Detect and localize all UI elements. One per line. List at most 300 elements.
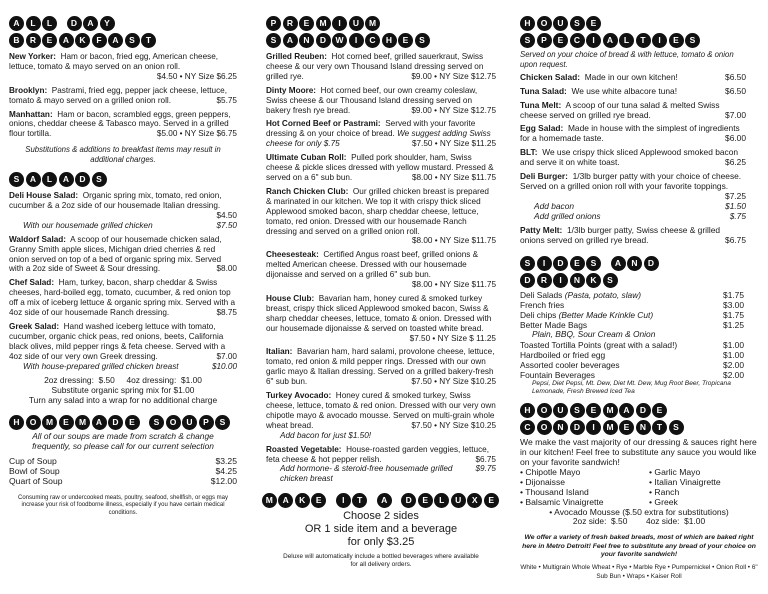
avocado-mousse-label: Avocado Mousse ($.50 extra for substitutions) — [554, 507, 729, 518]
side-label: Deli Salads — [520, 290, 565, 301]
heading-letter-circle: S — [266, 33, 281, 48]
condiments-section — [520, 402, 758, 581]
item-name: Hot Corned Beef or Pastrami: — [266, 119, 381, 129]
item-name: Roasted Vegetable: — [266, 444, 342, 454]
menu-item — [520, 87, 746, 97]
breakfast-note: Substitutions & additions to breakfast items may result in additional charges. — [25, 145, 221, 165]
addon-price: $9.75 — [475, 464, 496, 474]
condiment-label: Chipotle Mayo — [525, 467, 581, 478]
item-addon — [266, 431, 496, 441]
heading-letter-circle: P — [199, 415, 214, 430]
item-name: Chef Salad: — [9, 278, 55, 288]
item-price: $6.00 — [725, 133, 746, 144]
heading-letter-circle: D — [520, 273, 535, 288]
item-price: $8.00 • NY Size $11.75 — [411, 280, 496, 290]
item-description: Hot corned beef, our own creamy coleslaw, Swiss cheese & our Thousand Island dressing served on bakery fresh rye bread. — [266, 85, 478, 115]
heading-letter-circle: T — [352, 493, 367, 508]
heading-letter-circle: S — [570, 16, 585, 31]
heading-letter-circle: D — [67, 16, 82, 31]
addon-label: Add hormone- & steroid-free housemade grilled chicken breast — [280, 464, 453, 484]
soup-label: Quart of Soup — [9, 476, 63, 487]
heading-letter-circle: S — [125, 33, 140, 48]
item-price: $4.50 — [216, 210, 237, 220]
soup-row — [9, 466, 237, 476]
condiment-item: • Italian Vinaigrette — [649, 477, 721, 488]
heading-letter-circle: M — [365, 16, 380, 31]
heading-letter-circle: S — [603, 273, 618, 288]
side-sub: Plain, BBQ, Sour Cream & Onion — [532, 329, 656, 340]
menu-item — [266, 294, 496, 344]
item-description: A scoop of our tuna salad & melted Swiss cheese served on grilled rye bread. — [520, 99, 720, 120]
item-price: $5.00 • NY Size $6.75 — [156, 129, 237, 139]
soups-intro: All of our soups are made from scratch & change frequently, so please call for our current selection — [32, 431, 214, 452]
item-name: Ranch Chicken Club: — [266, 186, 349, 196]
food-safety-disclaimer: Consuming raw or undercooked meats, poultry, seafood, shellfish, or eggs may increase your risk of foodborne illness, especially if you have certain medical conditions. — [18, 494, 228, 516]
sides-section — [520, 255, 758, 396]
menu-item — [266, 119, 496, 149]
heading-letter-circle: N — [299, 33, 314, 48]
heading-letter-circle: E — [484, 493, 499, 508]
heading-letter-circle: O — [26, 415, 41, 430]
heading-line — [9, 15, 237, 32]
heading-letter-circle: R — [283, 16, 298, 31]
side-price: $1.00 — [723, 340, 744, 351]
heading-letter-circle: A — [283, 33, 298, 48]
specialties-section — [520, 15, 758, 245]
addon-label: Add bacon for just $1.50! — [280, 430, 372, 440]
side-label: Assorted cooler beverages — [520, 360, 620, 371]
item-price: $5.75 — [216, 95, 237, 105]
fountain-note: Pepsi, Diet Pepsi, Mt. Dew, Diet Mt. Dew, Mug Root Beer, Tropicana Lemonade, Fresh Brewed Iced Tea — [532, 380, 731, 396]
heading-letter-circle: A — [619, 403, 634, 418]
menu-item — [9, 322, 237, 372]
item-name: Cheesesteak: — [266, 250, 319, 260]
addon-price: $1.50 — [725, 201, 746, 211]
heading-letter-circle: L — [434, 493, 449, 508]
heading-letter-circle: E — [299, 16, 314, 31]
item-description: 1/3lb burger patty with your choice of cheese. Served on a grilled onion roll with your favorite toppings. — [520, 171, 742, 191]
deluxe-line: OR 1 side item and a beverage — [304, 523, 458, 536]
menu-item — [9, 235, 237, 275]
soup-row — [9, 456, 237, 466]
heading-letter-circle: O — [166, 415, 181, 430]
heading-letter-circle: S — [570, 403, 585, 418]
heading-letter-circle: U — [553, 16, 568, 31]
item-name: Italian: — [266, 347, 293, 357]
addon-price: $7.50 — [216, 220, 237, 230]
item-price: $7.25 — [725, 190, 746, 201]
addon-label: Add grilled onions — [534, 211, 601, 221]
item-description: Hand washed iceberg lettuce with tomato, cucumber, organic chick peas, red onions, beets, California black olives, mild pepper rings & feta cheese. Served with a 4oz side of our very own Greek dressing. — [9, 321, 226, 361]
item-suggestion: We suggest adding Swiss cheese for only $.75 — [266, 129, 491, 149]
item-price: $6.75 — [725, 234, 746, 245]
item-addon — [266, 464, 496, 484]
heading-line — [266, 15, 496, 32]
heading-letter-circle: H — [520, 403, 535, 418]
condiments-intro: We make the vast majority of our dressing & sauces right here in our kitchen! Feel free to substitute any sauce you would like on your favorite sandwich! — [520, 437, 757, 468]
item-addon — [520, 212, 746, 222]
heading-letter-circle: I — [332, 16, 347, 31]
heading-letter-circle: D — [570, 420, 585, 435]
menu-item — [9, 52, 237, 82]
item-price: $7.50 • NY Size $10.25 — [411, 420, 496, 430]
heading-letter-circle: T — [636, 33, 651, 48]
soup-price: $4.25 — [215, 466, 237, 477]
heading-letter-circle: A — [603, 33, 618, 48]
soup-price: $3.25 — [215, 456, 237, 466]
menu-item — [9, 278, 237, 318]
item-description: Bavarian ham, hard salami, provolone cheese, lettuce, tomato, red onion & mild pepper rings. Dressed with our own garlic mayo & Italian dressing. Served on a grilled bakery-fresh 6" sub bun. — [266, 347, 495, 387]
menu-item — [266, 153, 496, 183]
heading-line — [9, 414, 237, 431]
breakfast-section — [9, 15, 237, 165]
heading-letter-circle: A — [9, 16, 24, 31]
item-name: Greek Salad: — [9, 321, 60, 331]
item-description: We use white albacore tuna! — [571, 85, 678, 96]
heading-letter-circle: N — [627, 256, 642, 271]
item-name: Chicken Salad: — [520, 71, 581, 82]
item-price: $6.25 — [725, 157, 746, 168]
item-name: Grilled Reuben: — [266, 52, 327, 61]
heading-letter-circle: S — [520, 33, 535, 48]
condiment-label: Greek — [654, 497, 678, 508]
heading-letter-circle: A — [59, 172, 74, 187]
heading-letter-circle: U — [553, 403, 568, 418]
column-right — [520, 12, 758, 581]
item-price: $8.00 • NY Size $11.75 — [411, 172, 496, 182]
menu-item — [266, 187, 496, 246]
menu-item — [9, 191, 237, 231]
heading-letter-circle: N — [570, 273, 585, 288]
heading-letter-circle: S — [215, 415, 230, 430]
heading-letter-circle: T — [652, 420, 667, 435]
heading-letter-circle: A — [611, 256, 626, 271]
heading-letter-circle: K — [75, 33, 90, 48]
salads-heading — [9, 171, 237, 188]
heading-letter-circle: R — [26, 33, 41, 48]
item-description: Pulled pork shoulder, ham, Swiss cheese & pickle slices dressed with yellow mustard. Pressed & served on a 6" sub bun. — [266, 153, 494, 182]
menu-item — [520, 73, 746, 83]
heading-line — [520, 15, 746, 32]
item-name: Tuna Salad: — [520, 85, 567, 96]
side-price: $1.75 — [723, 310, 744, 321]
heading-letter-circle: P — [266, 16, 281, 31]
side-label: Hardboiled or fried egg — [520, 350, 606, 361]
item-name: Tuna Melt: — [520, 99, 562, 110]
item-price: $6.75 — [475, 454, 496, 464]
heading-letter-circle: M — [603, 403, 618, 418]
heading-letter-circle: L — [619, 33, 634, 48]
item-price: $9.00 • NY Size $12.75 — [411, 105, 496, 115]
heading-letter-circle: Y — [100, 16, 115, 31]
deluxe-line: Choose 2 sides — [343, 510, 419, 523]
menu-item — [266, 52, 496, 82]
item-description: Our grilled chicken breast is prepared & marinated in our kitchen. We top it with crispy thick sliced Applewood smoked bacon, sharp cheddar cheese, lettuce, tomato, red onion. Dressed with our housemade Ranch dressing and served on a grilled onion roll. — [266, 186, 489, 236]
heading-letter-circle: S — [415, 33, 430, 48]
side-price: $1.75 — [723, 290, 744, 301]
item-description: Organic spring mix, tomato, red onion, cucumber & a 2oz side of our housemade Italian dressing. — [9, 191, 222, 210]
heading-letter-circle: U — [451, 493, 466, 508]
item-name: New Yorker: — [9, 52, 57, 61]
heading-letter-circle: P — [537, 33, 552, 48]
item-name: House Club: — [266, 293, 315, 303]
item-price: $6.50 — [725, 71, 746, 82]
item-price: $6.50 — [725, 85, 746, 96]
item-description: We use crispy thick sliced Applewood smoked bacon and serve it on white toast. — [520, 147, 739, 168]
heading-letter-circle: M — [262, 493, 277, 508]
deluxe-line: for only $3.25 — [347, 536, 415, 549]
heading-letter-circle: H — [9, 415, 24, 430]
item-name: Patty Melt: — [520, 224, 563, 235]
item-price: $7.50 • NY Size $11.25 — [411, 139, 496, 149]
heading-line — [520, 32, 746, 49]
heading-letter-circle: L — [26, 16, 41, 31]
heading-letter-circle: E — [586, 403, 601, 418]
menu-item — [266, 391, 496, 441]
heading-letter-circle: D — [316, 33, 331, 48]
item-price: $7.50 • NY Size $10.25 — [411, 377, 496, 387]
condiment-label: Dijonaisse — [525, 477, 566, 488]
item-price: $7.50 • NY Size $ 11.25 — [409, 333, 496, 343]
heading-letter-circle: B — [9, 33, 24, 48]
item-price: $8.00 • NY Size $11.75 — [411, 236, 496, 246]
heading-letter-circle: M — [75, 415, 90, 430]
column-left — [9, 12, 237, 517]
sides-heading — [520, 255, 758, 289]
heading-letter-circle: O — [537, 420, 552, 435]
heading-letter-circle: U — [182, 415, 197, 430]
heading-letter-circle: E — [418, 493, 433, 508]
heading-letter-circle: A — [59, 33, 74, 48]
heading-line — [520, 402, 758, 419]
menu-item — [266, 86, 496, 116]
item-price: $7.00 — [725, 109, 746, 120]
heading-letter-circle: I — [349, 33, 364, 48]
heading-letter-circle: E — [125, 415, 140, 430]
item-price: $8.00 — [216, 264, 237, 274]
heading-letter-circle: E — [398, 33, 413, 48]
heading-letter-circle: U — [349, 16, 364, 31]
item-name: Ultimate Cuban Roll: — [266, 153, 347, 163]
heading-letter-circle: F — [92, 33, 107, 48]
column-middle — [266, 12, 496, 569]
heading-letter-circle: R — [537, 273, 552, 288]
heading-letter-circle: W — [332, 33, 347, 48]
side-row — [520, 360, 758, 370]
heading-letter-circle: D — [636, 403, 651, 418]
heading-letter-circle: E — [586, 16, 601, 31]
soup-price: $12.00 — [210, 476, 237, 487]
item-description: Hot corned beef, grilled sauerkraut, Swiss cheese & our very own Thousand Island dressing served on grilled rye. — [266, 52, 484, 81]
bread-note: We offer a variety of fresh baked breads, most of which are baked right here in Metro Detroit! Feel free to substitute any bread of your choice on your favorite sandwich! — [522, 534, 756, 559]
condiment-label: Ranch — [654, 487, 680, 498]
addon-label: With house-prepared grilled chicken breast — [23, 361, 179, 371]
heading-letter-circle: E — [59, 415, 74, 430]
heading-letter-circle: S — [586, 256, 601, 271]
heading-letter-circle: S — [669, 420, 684, 435]
heading-letter-circle: E — [553, 33, 568, 48]
soup-label: Cup of Soup — [9, 456, 57, 466]
condiments-heading — [520, 402, 758, 436]
side-label-detail: (Better Made Krinkle Cut) — [558, 310, 654, 321]
heading-letter-circle: I — [586, 420, 601, 435]
heading-letter-circle: A — [108, 33, 123, 48]
heading-letter-circle: A — [278, 493, 293, 508]
item-description: Made in our own kitchen! — [584, 71, 678, 82]
menu-item — [520, 148, 746, 168]
side-label: Deli chips — [520, 310, 559, 321]
condiment-label: Italian Vinaigrette — [654, 477, 721, 488]
heading-line — [266, 32, 496, 49]
menu-item — [520, 172, 746, 222]
soups-section — [9, 414, 237, 517]
salad-note: Substitute organic spring mix for $1.00 — [51, 385, 195, 396]
heading-letter-circle: S — [685, 33, 700, 48]
sandwiches-heading — [266, 15, 496, 49]
heading-letter-circle: A — [92, 415, 107, 430]
soup-label: Bowl of Soup — [9, 466, 60, 477]
side-label: Toasted Tortilla Points (great with a salad!) — [520, 340, 678, 351]
addon-price: $.75 — [729, 211, 746, 221]
heading-letter-circle: T — [141, 33, 156, 48]
heading-letter-circle: S — [9, 172, 24, 187]
heading-letter-circle: H — [520, 16, 535, 31]
specialties-intro: Served on your choice of bread & with lettuce, tomato & onion upon request. — [520, 50, 734, 69]
heading-letter-circle: A — [377, 493, 392, 508]
addon-label: Add bacon — [534, 201, 575, 211]
menu-item — [266, 347, 496, 387]
heading-letter-circle: D — [75, 172, 90, 187]
side-price: $3.00 — [723, 300, 744, 311]
sandwiches-section — [266, 15, 496, 484]
item-name: Deli House Salad: — [9, 191, 79, 201]
salad-note: 2oz dressing: $.50 4oz dressing: $1.00 — [44, 375, 202, 386]
heading-letter-circle: L — [42, 172, 57, 187]
salad-note: Turn any salad into a wrap for no additional charge — [28, 395, 218, 406]
item-description: House-roasted garden veggies, lettuce, feta cheese & hot pepper relish. — [266, 444, 490, 464]
item-description: 1/3lb burger patty, Swiss cheese & grilled onions served on grilled rye bread. — [520, 224, 721, 245]
item-price: $9.00 • NY Size $12.75 — [411, 71, 496, 81]
heading-letter-circle: M — [42, 415, 57, 430]
avocado-mousse: • Avocado Mousse ($.50 extra for substitutions) — [549, 507, 729, 518]
breakfast-heading — [9, 15, 237, 49]
side-price: $2.00 — [723, 360, 744, 371]
condiment-item: • Chipotle Mayo — [520, 467, 581, 478]
heading-letter-circle: I — [553, 273, 568, 288]
heading-letter-circle: N — [553, 420, 568, 435]
item-name: Brooklyn: — [9, 85, 48, 95]
condiment-label: Balsamic Vinaigrette — [525, 497, 604, 508]
soup-row — [9, 476, 237, 486]
menu-item — [266, 250, 496, 290]
soups-heading — [9, 414, 237, 431]
deluxe-note: Deluxe will automatically include a bottled beverages where available for all delivery orders. — [283, 553, 479, 569]
heading-letter-circle: S — [149, 415, 164, 430]
side-label: Better Made Bags — [520, 320, 588, 331]
item-addon — [520, 202, 746, 212]
heading-line — [520, 419, 758, 436]
heading-line — [520, 272, 758, 289]
menu-item — [520, 101, 746, 121]
item-description: Bavarian ham, honey cured & smoked turkey breast, crispy thick sliced Applewood smoked bacon, Swiss & sharp cheddar cheeses, lettuce, tomato & onion. Dressed with our housemade dijonaisse & served on toasted white bread. — [266, 293, 492, 333]
specialties-heading — [520, 15, 746, 49]
item-description: Pastrami, fried egg, pepper jack cheese, lettuce, tomato & mayo served on a grilled onion roll. — [9, 85, 227, 105]
side-row — [520, 310, 758, 320]
addon-label: With our housemade grilled chicken — [23, 220, 153, 230]
heading-letter-circle: E — [311, 493, 326, 508]
item-description: Served with your favorite dressing & on your choice of bread. — [266, 119, 476, 139]
menu-item — [520, 124, 746, 144]
heading-letter-circle: E — [619, 420, 634, 435]
heading-line — [262, 492, 501, 509]
condiment-item: • Thousand Island — [520, 487, 589, 498]
side-label-detail: (Pasta, potato, slaw) — [564, 290, 642, 301]
heading-letter-circle: I — [537, 256, 552, 271]
heading-line — [9, 171, 237, 188]
heading-letter-circle: E — [42, 33, 57, 48]
condiment-item: • Greek — [649, 497, 678, 508]
heading-letter-circle: E — [669, 33, 684, 48]
heading-letter-circle: I — [336, 493, 351, 508]
item-name: Turkey Avocado: — [266, 391, 332, 401]
item-description: Ham or bacon, fried egg, American cheese, lettuce, tomato & mayo served on an onion roll. — [9, 52, 219, 71]
side-label: Fountain Beverages — [520, 370, 595, 381]
heading-letter-circle: I — [652, 33, 667, 48]
menu-item — [266, 445, 496, 485]
item-name: Deli Burger: — [520, 171, 568, 182]
heading-line — [520, 255, 758, 272]
heading-letter-circle: X — [467, 493, 482, 508]
heading-letter-circle: D — [553, 256, 568, 271]
item-name: Dinty Moore: — [266, 85, 317, 95]
condiment-item: • Dijonaisse — [520, 477, 566, 488]
heading-letter-circle: L — [42, 16, 57, 31]
item-price: $7.00 — [216, 351, 237, 361]
side-price: $1.00 — [723, 350, 744, 361]
heading-line — [9, 32, 237, 49]
heading-letter-circle: D — [108, 415, 123, 430]
heading-letter-circle: I — [586, 33, 601, 48]
heading-letter-circle: E — [652, 403, 667, 418]
item-addon — [9, 362, 237, 372]
item-name: BLT: — [520, 147, 538, 158]
heading-letter-circle: O — [537, 403, 552, 418]
item-description: Honey cured & smoked turkey, Swiss cheese, lettuce, tomato & red onion. Dressed with our very own chipotle mayo & avocado mousse. Served on multi-grain whole wheat bread. — [266, 391, 496, 430]
heading-letter-circle: M — [316, 16, 331, 31]
item-price: $8.75 — [216, 308, 237, 318]
heading-letter-circle: C — [365, 33, 380, 48]
item-price: $4.50 • NY Size $6.25 — [156, 71, 237, 81]
heading-letter-circle: A — [83, 16, 98, 31]
item-name: Waldorf Salad: — [9, 234, 67, 244]
heading-letter-circle: O — [537, 16, 552, 31]
side-row — [520, 370, 758, 380]
item-description: Certified Angus roast beef, grilled onions & melted American cheese. Dressed with our housemade dijonaisse and served on a grilled 6" sub bun. — [266, 250, 479, 280]
menu-item — [9, 86, 237, 106]
menu-item — [520, 226, 746, 246]
heading-letter-circle: H — [382, 33, 397, 48]
side-price: $1.25 — [723, 320, 744, 331]
heading-letter-circle: E — [570, 256, 585, 271]
side-label: French fries — [520, 300, 565, 311]
heading-letter-circle: S — [92, 172, 107, 187]
item-name: Egg Salad: — [520, 123, 564, 134]
condiment-item: • Garlic Mayo — [649, 467, 701, 478]
heading-letter-circle: A — [26, 172, 41, 187]
item-description: Ham or bacon, scrambled eggs, green peppers, onions, cheddar cheese & Tabasco mayo. Served in a grilled flour tortilla. — [9, 109, 231, 139]
bread-list: White • Multigrain Whole Wheat • Rye • Marble Rye • Pumpernickel • Onion Roll • 6" Sub Bun • Wraps • Kaiser Roll — [520, 564, 758, 580]
condiment-sizes: 2oz side: $.50 4oz side: $1.00 — [572, 516, 706, 527]
